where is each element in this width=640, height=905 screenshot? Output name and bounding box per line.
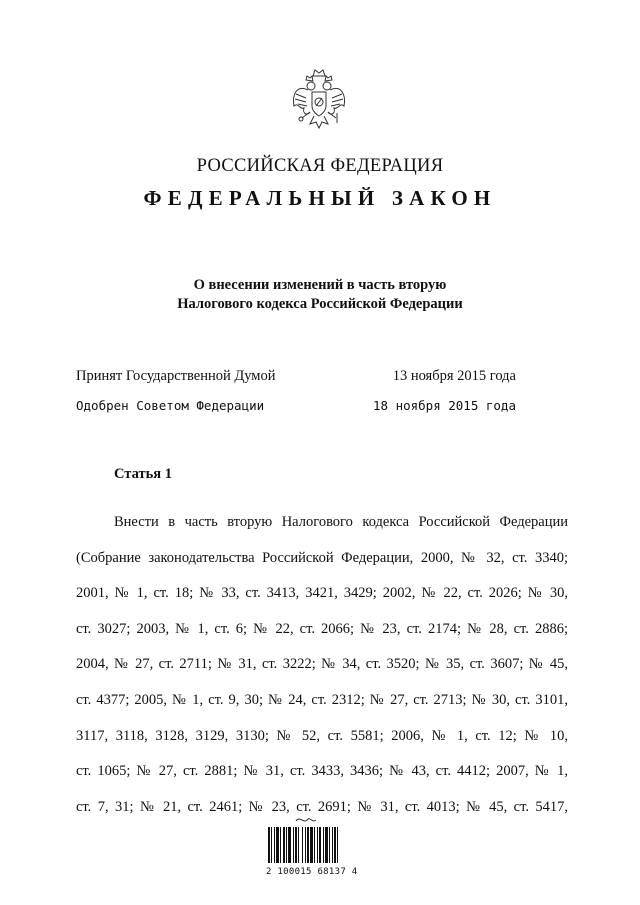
law-type-heading: ФЕДЕРАЛЬНЫЙ ЗАКОН [143, 186, 497, 210]
document-barcode [266, 815, 358, 881]
article-heading: Статья 1 [114, 466, 172, 482]
article-line: 3117, 3118, 3128, 3129, 3130; № 52, ст. 5581; 2006, № 1, ст. 12; № 10, [76, 727, 568, 744]
barcode-number: 2 100015 68137 4 [266, 867, 358, 877]
article-line: ст. 3027; 2003, № 1, ст. 6; № 22, ст. 2066; № 23, ст. 2174; № 28, ст. 2886; [76, 620, 568, 637]
approval-council-label: Одобрен Советом Федерации [76, 398, 265, 413]
article-line: 2004, № 27, ст. 2711; № 31, ст. 3222; № 34, ст. 3520; № 35, ст. 3607; № 45, [76, 656, 568, 673]
adoption-duma-label: Принят Государственной Думой [76, 368, 276, 384]
article-line: ст. 4377; 2005, № 1, ст. 9, 30; № 24, ст. 2312; № 27, ст. 2713; № 30, ст. 3101, [76, 691, 568, 708]
article-line: 2001, № 1, ст. 18; № 33, ст. 3413, 3421, 3429; 2002, № 22, ст. 2026; № 30, [76, 585, 568, 602]
article-line: Внести в часть вторую Налогового кодекса Российской Федерации [114, 514, 568, 530]
article-line: (Собрание законодательства Российской Федерации, 2000, № 32, ст. 3340; [76, 549, 568, 566]
adoption-duma-date: 13 ноября 2015 года [392, 368, 516, 384]
law-title [0, 276, 640, 314]
country-heading: РОССИЙСКАЯ ФЕДЕРАЦИЯ [196, 156, 444, 176]
russian-coat-of-arms-icon [286, 66, 352, 138]
article-line: ст. 1065; № 27, ст. 2881; № 31, ст. 3433, 3436; № 43, ст. 4412; 2007, № 1, [76, 763, 568, 780]
law-title-line-2: Налогового кодекса Российской Федерации [177, 296, 463, 312]
barcode-icon [266, 815, 352, 865]
approval-council-date: 18 ноября 2015 года [373, 398, 516, 413]
law-title-line-1: О внесении изменений в часть вторую [193, 277, 447, 293]
coat-of-arms-emblem [286, 66, 352, 138]
article-line: ст. 7, 31; № 21, ст. 2461; № 23, ст. 2691; № 31, ст. 4013; № 45, ст. 5417, [76, 798, 568, 815]
article-body [76, 512, 568, 832]
